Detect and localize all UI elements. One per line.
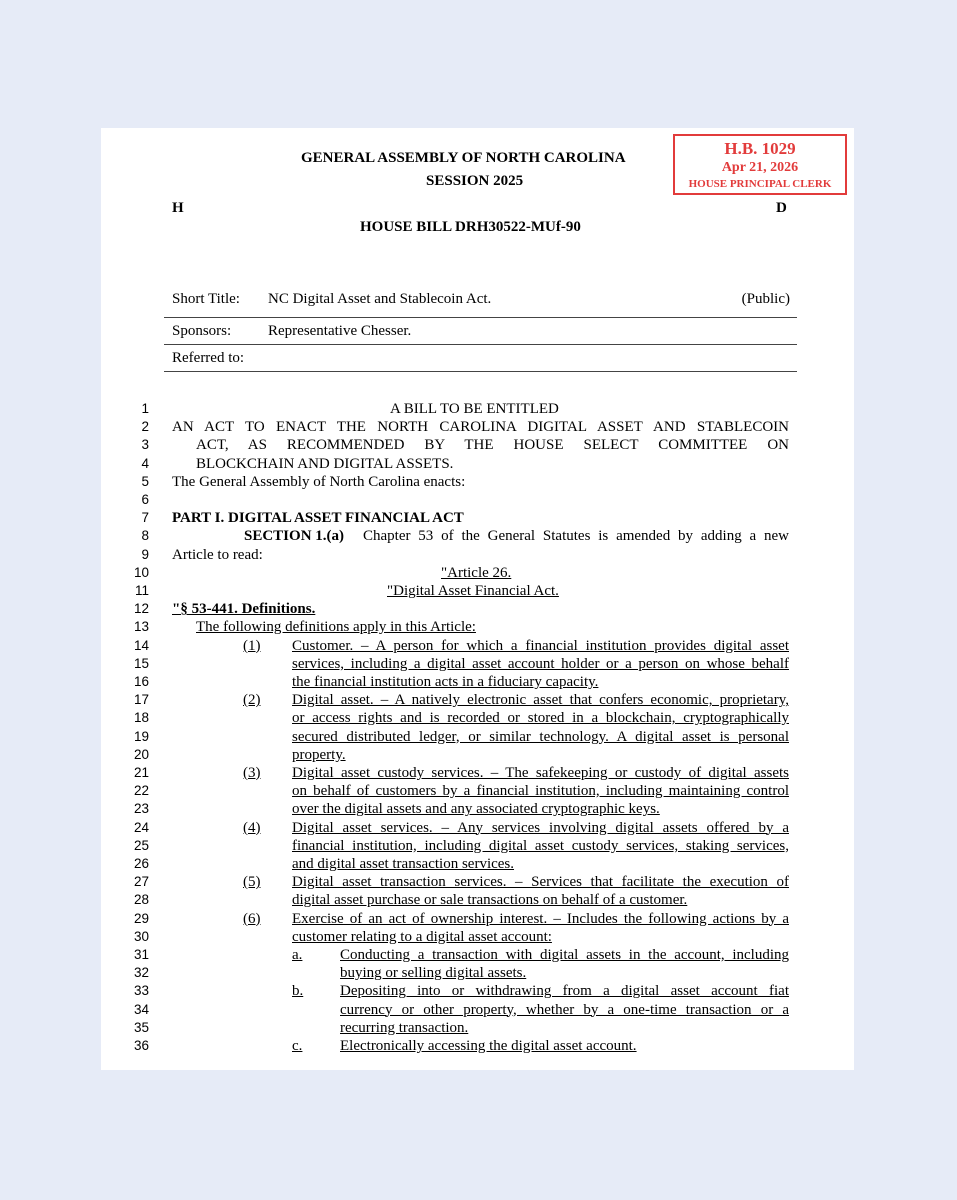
list-marker: (6) [243, 910, 261, 927]
bill-text-line: digital asset purchase or sale transactions on behalf of a customer. [292, 892, 688, 909]
list-marker: (1) [243, 637, 261, 654]
bill-text-line: Article to read: [172, 546, 263, 563]
visibility-label: (Public) [741, 291, 790, 307]
line-number: 12 [133, 601, 149, 617]
short-title-value: NC Digital Asset and Stablecoin Act. [268, 291, 492, 307]
line-number: 32 [133, 965, 149, 981]
divider [164, 317, 797, 318]
section-label: SECTION 1.(a) [244, 528, 345, 545]
line-number: 2 [141, 419, 149, 435]
line-number: 10 [133, 564, 149, 580]
assembly-heading: GENERAL ASSEMBLY OF NORTH CAROLINA [301, 150, 626, 166]
bill-text-line: financial institution, including digital asset custody services, staking services, [292, 837, 789, 854]
bill-page [101, 128, 854, 1070]
line-number: 31 [133, 947, 149, 962]
list-marker: (5) [243, 874, 261, 891]
bill-text-line: over the digital assets and any associated cryptographic keys. [292, 801, 660, 818]
line-number: 27 [133, 874, 149, 890]
line-number: 35 [133, 1019, 149, 1035]
list-marker: b. [292, 983, 304, 1000]
article-heading: "Digital Asset Financial Act. [387, 583, 559, 599]
line-number: 24 [133, 819, 149, 835]
bill-text-line: Exercise of an act of ownership interest. – Includes the following actions by a [292, 910, 789, 927]
line-number: 17 [133, 692, 149, 708]
stamp-date: Apr 21, 2026 [721, 160, 799, 175]
sponsors-value: Representative Chesser. [268, 323, 412, 339]
line-number: 25 [133, 837, 149, 853]
line-number: 1 [141, 401, 149, 416]
bill-text-line: A BILL TO BE ENTITLED [390, 401, 559, 417]
draft-letter-right: D [776, 200, 787, 216]
line-number: 20 [133, 746, 149, 762]
line-number: 4 [141, 455, 149, 471]
stamp-bill-number: H.B. 1029 [724, 139, 796, 158]
line-number: 26 [133, 856, 149, 871]
line-number: 28 [133, 892, 149, 908]
line-number: 23 [133, 801, 149, 817]
bill-text-line: Chapter 53 of the General Statutes is amended by adding a new [363, 528, 789, 545]
bill-text-line: The following definitions apply in this Article: [196, 619, 476, 636]
bill-text-line: the financial institution acts in a fiduciary capacity. [292, 674, 599, 690]
bill-text-line: Customer. – A person for which a financial institution provides digital asset [292, 637, 789, 654]
bill-text-line: "§ 53-441. Definitions. [172, 601, 316, 618]
bill-text-line: on behalf of customers by a financial institution, including maintaining control [292, 783, 789, 800]
line-number: 7 [141, 510, 149, 526]
bill-text-line: AN ACT TO ENACT THE NORTH CAROLINA DIGITAL ASSET AND STABLECOIN [172, 419, 789, 436]
line-number: 29 [133, 910, 149, 926]
line-number: 36 [133, 1038, 149, 1053]
short-title-label: Short Title: [172, 291, 240, 307]
bill-text-line: Digital asset custody services. – The safekeeping or custody of digital assets [292, 765, 789, 781]
list-marker: (3) [243, 765, 261, 781]
referred-label: Referred to: [172, 350, 245, 366]
line-number: 3 [141, 437, 149, 453]
line-number: 5 [141, 473, 149, 489]
stamp-clerk: HOUSE PRINCIPAL CLERK [688, 178, 832, 190]
bill-text-line: and digital asset transaction services. [292, 856, 515, 872]
bill-text-line: or access rights and is recorded or stored in a blockchain, cryptographically [292, 710, 789, 727]
line-number: 19 [133, 728, 149, 744]
bill-text-line: customer relating to a digital asset account: [292, 928, 552, 945]
article-heading: "Article 26. [441, 564, 512, 581]
bill-text-line: Conducting a transaction with digital assets in the account, including [340, 947, 789, 963]
line-number: 13 [133, 619, 149, 635]
bill-text-line [441, 564, 511, 582]
bill-text-line: services, including a digital asset account holder or a person on whose behalf [292, 655, 789, 672]
chamber-letter-left: H [172, 200, 184, 216]
line-number: 30 [133, 928, 149, 944]
line-number: 21 [133, 765, 149, 780]
bill-text-line: ACT, AS RECOMMENDED BY THE HOUSE SELECT COMMITTEE ON [196, 437, 789, 454]
divider [164, 344, 797, 345]
filing-stamp [673, 134, 847, 195]
bill-id-heading: HOUSE BILL DRH30522-MUf-90 [360, 219, 581, 235]
line-number: 6 [141, 492, 149, 507]
line-number: 11 [134, 583, 149, 598]
sponsors-label: Sponsors: [172, 323, 232, 339]
line-number: 16 [133, 674, 149, 689]
bill-text-line: recurring transaction. [340, 1019, 469, 1036]
bill-text-line: secured distributed ledger, or similar technology. A digital asset is personal [292, 728, 789, 745]
bill-text-line: Digital asset. – A natively electronic asset that confers economic, proprietary, [292, 692, 789, 709]
list-marker: a. [292, 947, 303, 963]
line-number: 18 [133, 710, 149, 726]
divider [164, 371, 797, 372]
session-heading: SESSION 2025 [426, 173, 524, 189]
line-number: 22 [133, 783, 149, 799]
line-number: 33 [133, 983, 149, 999]
line-number: 34 [133, 1001, 149, 1017]
line-number: 14 [133, 637, 149, 653]
bill-text-line: Depositing into or withdrawing from a digital asset account fiat [340, 983, 789, 1000]
bill-text-line [387, 582, 559, 600]
bill-text-line: Electronically accessing the digital asset account. [340, 1038, 637, 1054]
bill-text-line: currency or other property, whether by a one-time transaction or a [340, 1001, 789, 1018]
line-number: 9 [141, 546, 149, 562]
list-marker: c. [292, 1038, 303, 1054]
bill-text-line: The General Assembly of North Carolina enacts: [172, 473, 466, 490]
line-number: 15 [133, 655, 149, 671]
line-number: 8 [141, 528, 149, 544]
list-marker: (4) [243, 819, 261, 836]
bill-text-line: Digital asset services. – Any services involving digital assets offered by a [292, 819, 789, 836]
bill-text-line: property. [292, 746, 346, 763]
bill-text-line: BLOCKCHAIN AND DIGITAL ASSETS. [196, 455, 454, 472]
list-marker: (2) [243, 692, 261, 709]
bill-text-line: Digital asset transaction services. – Services that facilitate the execution of [292, 874, 789, 891]
bill-text-line: PART I. DIGITAL ASSET FINANCIAL ACT [172, 510, 464, 527]
bill-text-line: buying or selling digital assets. [340, 965, 527, 982]
